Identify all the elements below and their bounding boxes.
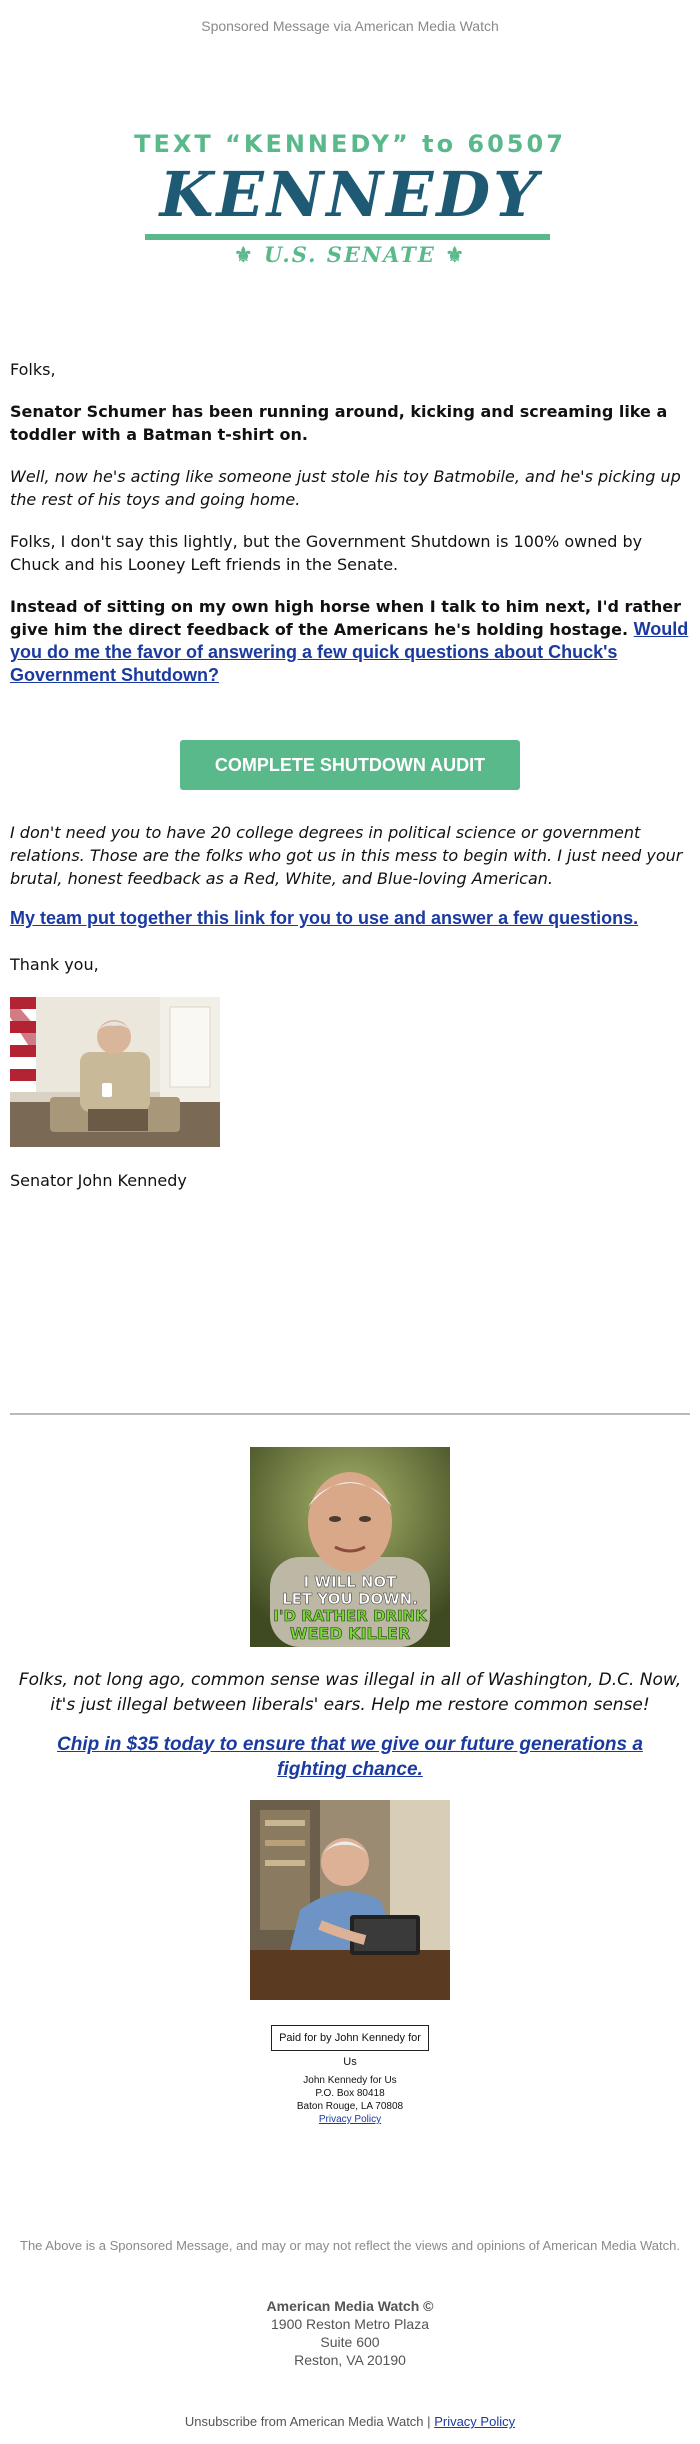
fleur-de-lis-icon: ⚜ [233,242,255,267]
footer-links [0,2414,700,2429]
campaign-privacy-link[interactable]: Privacy Policy [318,2114,382,2125]
weed-killer-meme-image [250,1447,450,1647]
paragraph-4 [10,596,690,687]
amw-city: Reston, VA 20190 [294,2352,406,2368]
senator-sitting-photo [10,997,220,1147]
signature: Senator John Kennedy [10,1171,187,1190]
unsubscribe-link[interactable]: Unsubscribe from American Media Watch [184,2414,424,2429]
meme-text-line-1: I WILL NOT [303,1573,397,1591]
campaign-city: Baton Rouge, LA 70808 [296,2101,404,2112]
paid-for-box: Paid for by John Kennedy for Us [271,2025,429,2051]
meme-text-line-4: WEED KILLER [289,1624,411,1643]
paragraph-5: I don't need you to have 20 college degrees in political science or government relations. Those are the folks who got us in this mess to begin with. I just need your brutal, honest feedback as a Red, White, and Blue-loving American. [10,823,683,888]
campaign-org: John Kennedy for Us [303,2075,397,2086]
logo-text-line: TEXT “KENNEDY” to 60507 [134,130,566,158]
paragraph-3: Folks, I don't say this lightly, but the Government Shutdown is 100% owned by Chuck and his Looney Left friends in the Senate. [10,532,643,574]
sponsor-disclaimer: The Above is a Sponsored Message, and may or may not reflect the views and opinions of American Media Watch. [20,2238,680,2253]
thank-you: Thank you, [10,955,99,974]
paragraph-4-text: Instead of sitting on my own high horse when I talk to him next, I'd rather give him the direct feedback of the Americans he's holding hostage. [10,597,681,639]
campaign-address [0,2074,700,2126]
logo-office-text: U.S. SENATE [264,242,436,267]
fleur-de-lis-icon: ⚜ [445,242,467,267]
chip-in-link[interactable]: Chip in $35 today to ensure that we give our future generations a fighting chance. [57,1734,643,1780]
team-survey-link[interactable]: My team put together this link for you to use and answer a few questions. [10,908,639,928]
paragraph-6 [10,907,690,930]
footer-privacy-link[interactable]: Privacy Policy [434,2414,516,2429]
complete-shutdown-audit-button[interactable]: COMPLETE SHUTDOWN AUDIT [180,740,520,790]
greeting: Folks, [10,360,56,379]
kennedy-logo [130,130,570,275]
amw-name: American Media Watch © [266,2298,434,2314]
footer-separator: | [427,2414,431,2429]
amw-address-block [0,2297,700,2369]
amw-suite: Suite 600 [320,2334,380,2350]
senator-laptop-photo [250,1800,450,2000]
meme-text-line-3: I'D RATHER DRINK [273,1607,427,1625]
logo-underline [145,234,550,240]
paragraph-1: Senator Schumer has been running around, kicking and screaming like a toddler with a Batman t-shirt on. [10,402,668,444]
logo-name: KENNEDY [159,158,541,231]
amw-street: 1900 Reston Metro Plaza [271,2316,429,2332]
section-divider [10,1413,690,1415]
common-sense-text: Folks, not long ago, common sense was illegal in all of Washington, D.C. Now, it's just illegal between liberals' ears. Help me restore common sense! [18,1670,682,1715]
logo-office [130,242,570,267]
paragraph-2: Well, now he's acting like someone just stole his toy Batmobile, and he's picking up the rest of his toys and going home. [10,467,681,509]
meme-text-line-2: LET YOU DOWN. [282,1590,418,1608]
campaign-po-box: P.O. Box 80418 [315,2088,385,2099]
sponsor-banner: Sponsored Message via American Media Watch [201,18,499,34]
chip-in-paragraph [20,1732,680,1782]
survey-link[interactable]: Would you do me the favor of answering a few quick questions about Chuck's Government Shutdown? [10,619,689,685]
